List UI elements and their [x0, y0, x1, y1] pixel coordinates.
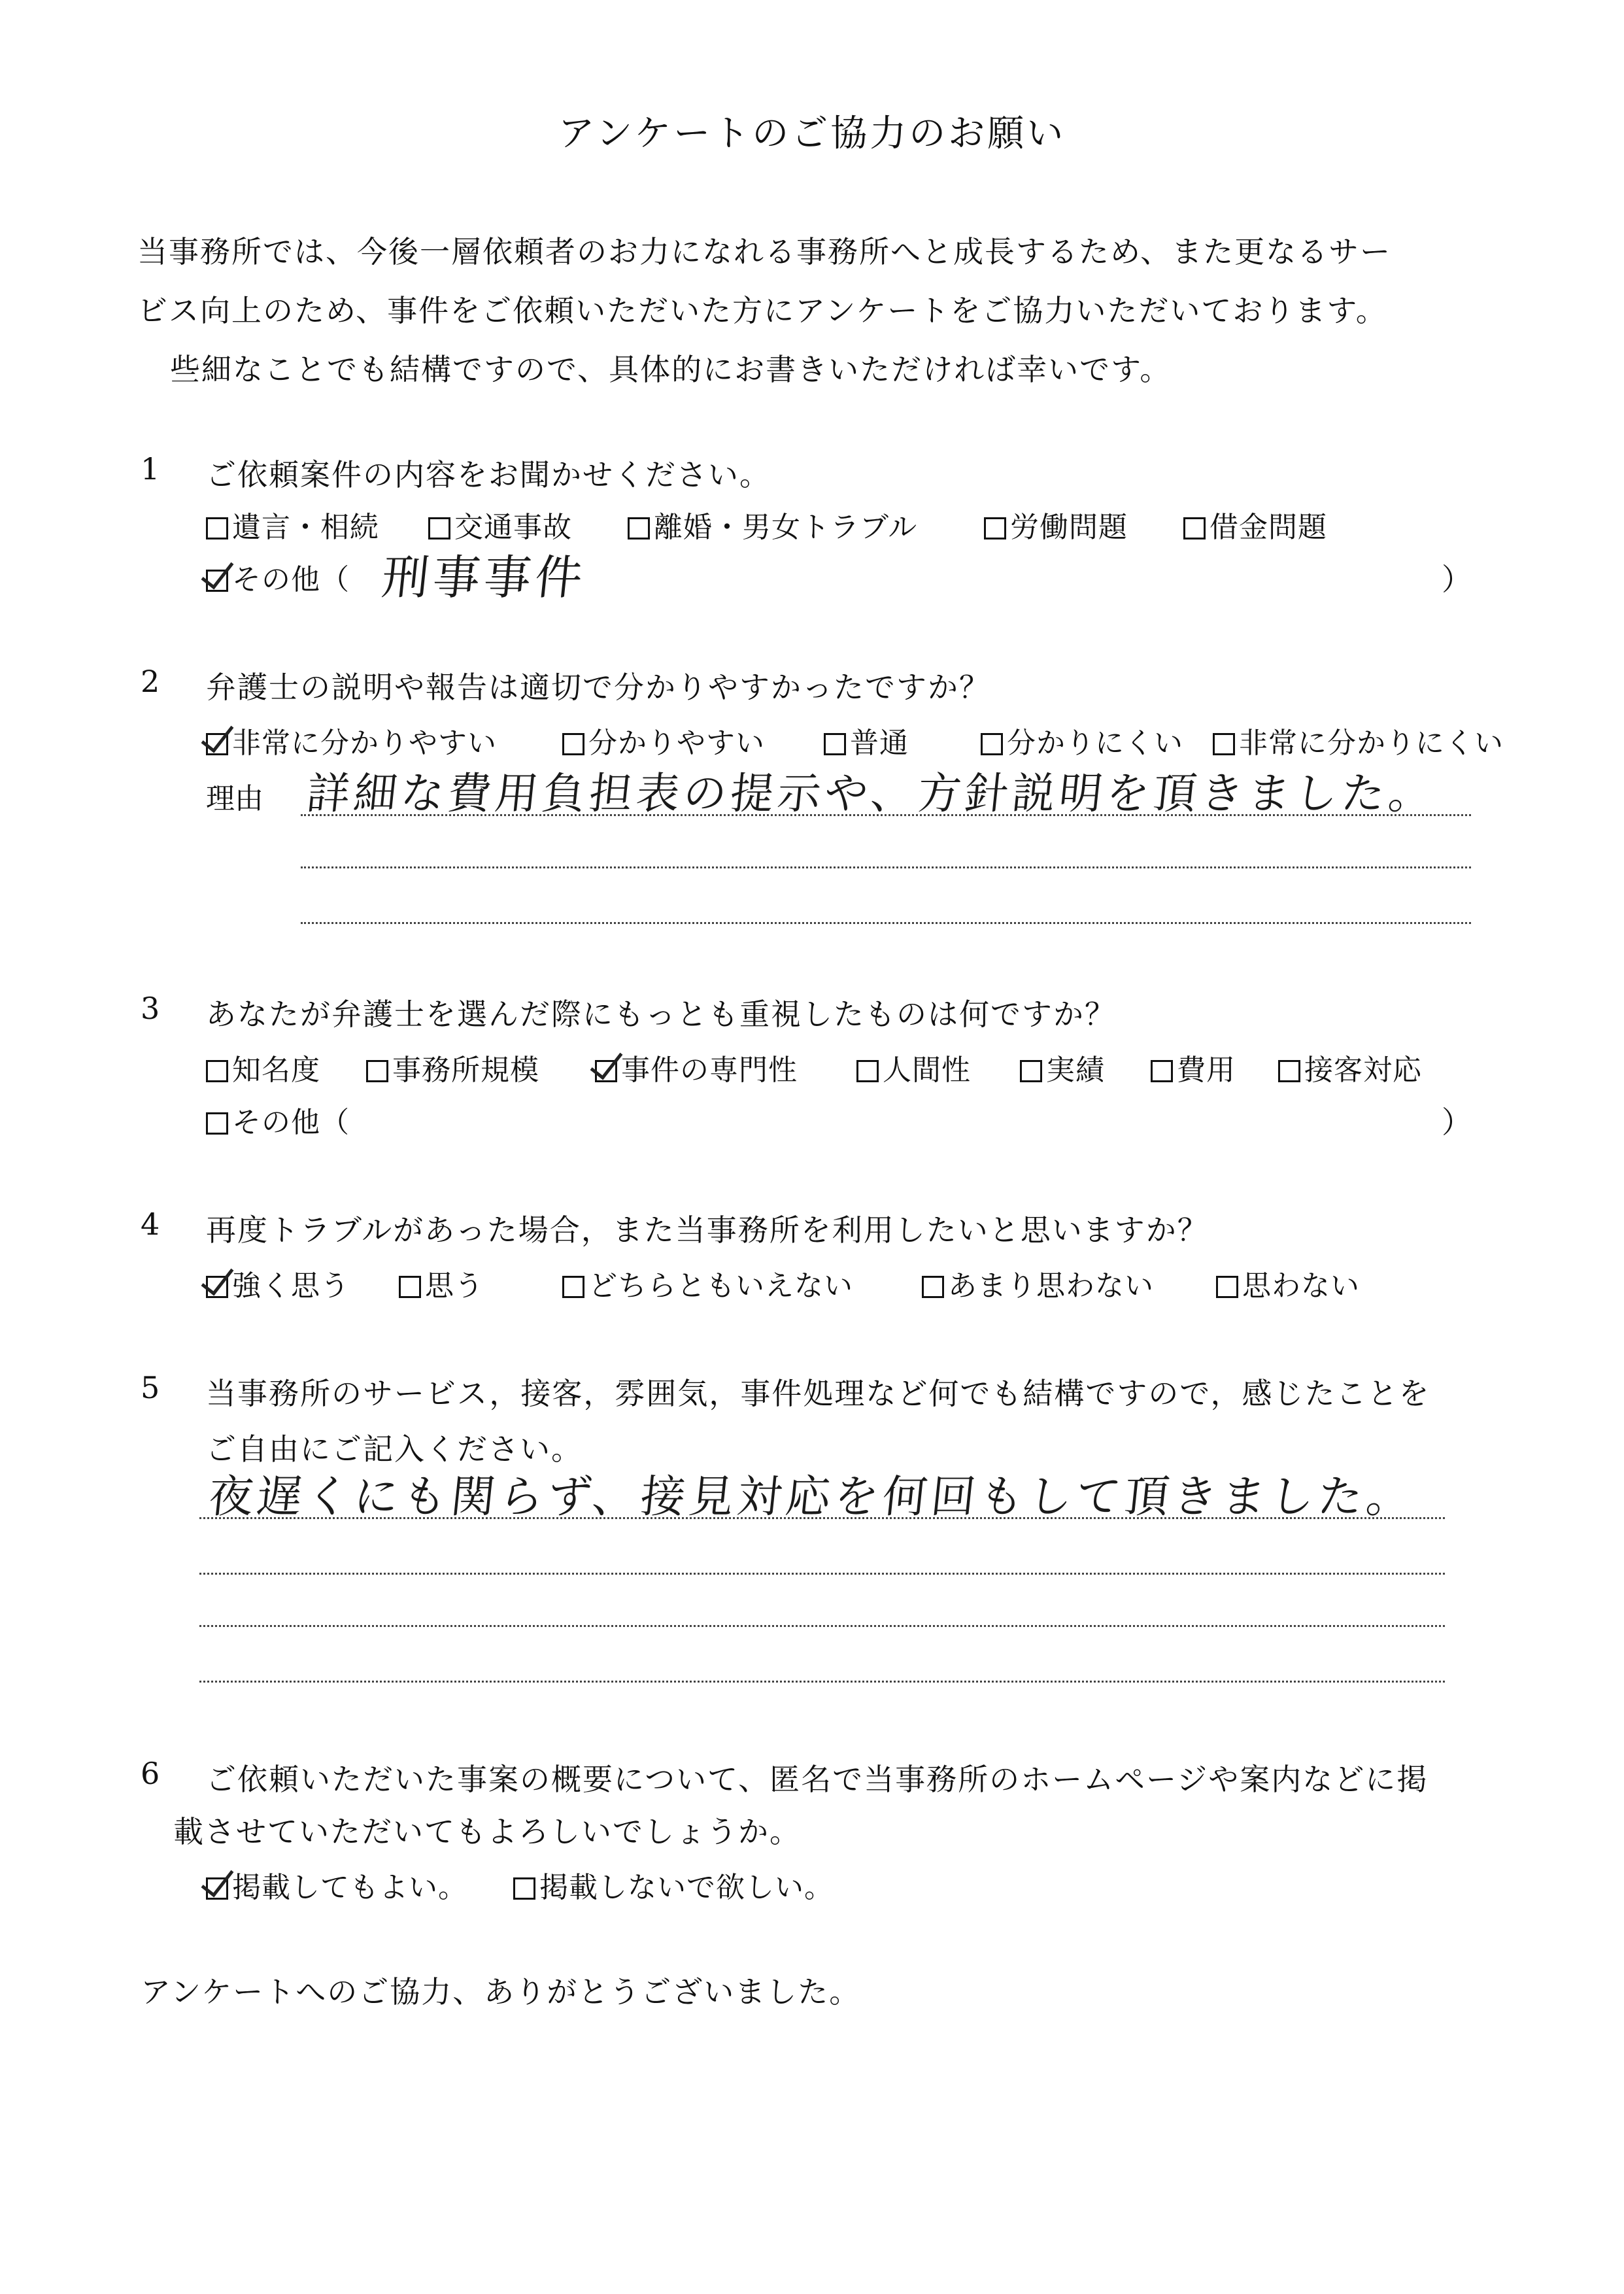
checkbox-checked[interactable]: [206, 570, 228, 592]
answer-line: [199, 1625, 1445, 1627]
answer-line: [199, 1573, 1445, 1575]
intro-line-3: 些細なことでも結構ですので、具体的にお書きいただければ幸いです。: [170, 352, 1172, 387]
q6-option-2[interactable]: 掲載しないで欲しい。: [513, 1864, 834, 1906]
q2-option-5[interactable]: 非常に分かりにくい: [1213, 719, 1504, 761]
q5-question: 当事務所のサービス，接客，雰囲気，事件処理など何でも結構ですので，感じたことを: [206, 1376, 1430, 1411]
answer-line: [301, 922, 1471, 924]
q1-option-1[interactable]: 遺言・相続: [206, 504, 379, 545]
q6-question: ご依頼いただいた事案の概要について、匿名で当事務所のホームページや案内などに掲: [206, 1762, 1429, 1797]
q3-option-7[interactable]: 接客対応: [1278, 1046, 1422, 1088]
q2-option-2[interactable]: 分かりやすい: [562, 719, 765, 761]
q3-option-6[interactable]: 費用: [1151, 1046, 1236, 1088]
q6-option-1[interactable]: 掲載してもよい。: [206, 1864, 467, 1906]
checkbox[interactable]: [1151, 1060, 1173, 1082]
checkbox[interactable]: [513, 1877, 535, 1900]
q5-number: 5: [141, 1370, 160, 1405]
q1-options: [206, 504, 1448, 543]
q5-question-cont: ご自由にご記入ください。: [206, 1431, 583, 1467]
page-title: アンケートのご協力のお願い: [558, 112, 1066, 155]
q4-number: 4: [141, 1207, 160, 1242]
checkbox[interactable]: [206, 517, 228, 539]
q3-option-4[interactable]: 人間性: [856, 1046, 971, 1088]
closing-message: アンケートへのご協力、ありがとうございました。: [141, 1974, 861, 2010]
q4-options: [206, 1262, 1481, 1301]
q6-question-cont: 載させていただいてもよろしいでしょうか。: [173, 1814, 801, 1849]
checkbox[interactable]: [628, 517, 650, 539]
intro-line-2: ビス向上のため、事件をご依頼いただいた方にアンケートをご協力いただいております。: [137, 293, 1387, 328]
checkbox[interactable]: [1183, 517, 1206, 539]
q2-reason-answer: 詳細な費用負担表の提示や、方針説明を頂きました。: [304, 768, 1439, 819]
q5-answer: 夜遅くにも関らず、接見対応を何回もして頂きました。: [206, 1471, 1418, 1523]
checkbox-checked[interactable]: [206, 733, 228, 755]
q3-other-option[interactable]: その他（: [206, 1099, 350, 1140]
q2-option-4[interactable]: 分かりにくい: [981, 719, 1183, 761]
q4-question: 再度トラブルがあった場合，また当事務所を利用したいと思いますか？: [206, 1212, 1209, 1248]
q4-option-1[interactable]: 強く思う: [206, 1262, 350, 1304]
q3-options: [206, 1046, 1481, 1086]
checkbox[interactable]: [366, 1060, 388, 1082]
answer-line: [301, 866, 1471, 868]
checkbox[interactable]: [428, 517, 450, 539]
checkbox[interactable]: [984, 517, 1006, 539]
q4-option-4[interactable]: あまり思わない: [922, 1262, 1154, 1304]
answer-line: [199, 1681, 1445, 1683]
q1-other-answer: 刑事事件: [379, 550, 589, 605]
checkbox[interactable]: [1216, 1276, 1238, 1298]
checkbox-checked[interactable]: [206, 1276, 228, 1298]
checkbox[interactable]: [206, 1112, 228, 1135]
checkbox[interactable]: [206, 1060, 228, 1082]
checkbox[interactable]: [1020, 1060, 1042, 1082]
q3-question: あなたが弁護士を選んだ際にもっとも重視したものは何ですか？: [206, 997, 1116, 1032]
answer-line: [199, 1517, 1445, 1519]
checkbox[interactable]: [856, 1060, 879, 1082]
checkbox[interactable]: [824, 733, 846, 755]
intro-line-1: 当事務所では、今後一層依頼者のお力になれる事務所へと成長するため、また更なるサー: [137, 234, 1392, 269]
q1-question: ご依頼案件の内容をお聞かせください。: [206, 457, 771, 492]
q4-option-2[interactable]: 思う: [399, 1262, 484, 1304]
checkbox-checked[interactable]: [206, 1877, 228, 1900]
q1-number: 1: [141, 451, 160, 487]
q1-option-4[interactable]: 労働問題: [984, 504, 1128, 545]
q2-number: 2: [141, 664, 160, 699]
checkbox[interactable]: [981, 733, 1003, 755]
checkbox[interactable]: [922, 1276, 944, 1298]
q3-option-1[interactable]: 知名度: [206, 1046, 320, 1088]
q3-option-5[interactable]: 実績: [1020, 1046, 1105, 1088]
q1-option-5[interactable]: 借金問題: [1183, 504, 1327, 545]
q4-option-3[interactable]: どちらともいえない: [562, 1262, 853, 1304]
checkbox[interactable]: [1213, 733, 1235, 755]
q1-option-3[interactable]: 離婚・男女トラブル: [628, 504, 917, 545]
q2-options: [206, 719, 1546, 759]
q2-reason-label: 理由: [206, 782, 263, 815]
q6-number: 6: [141, 1756, 160, 1791]
q3-option-3[interactable]: 事件の専門性: [595, 1046, 798, 1088]
checkbox-checked[interactable]: [595, 1060, 617, 1082]
checkbox[interactable]: [562, 733, 584, 755]
q3-close-paren: ）: [1442, 1104, 1472, 1140]
q1-close-paren: ）: [1442, 562, 1472, 597]
q1-option-2[interactable]: 交通事故: [428, 504, 572, 545]
q2-option-1[interactable]: 非常に分かりやすい: [206, 719, 497, 761]
checkbox[interactable]: [1278, 1060, 1300, 1082]
q4-option-5[interactable]: 思わない: [1216, 1262, 1360, 1304]
q3-number: 3: [141, 991, 160, 1026]
q2-question: 弁護士の説明や報告は適切で分かりやすかったですか？: [206, 670, 990, 705]
q1-other-option[interactable]: その他（: [206, 556, 350, 598]
checkbox[interactable]: [399, 1276, 421, 1298]
q3-option-2[interactable]: 事務所規模: [366, 1046, 539, 1088]
q6-options: [206, 1864, 1121, 1903]
answer-line: [301, 814, 1471, 816]
q2-option-3[interactable]: 普通: [824, 719, 909, 761]
checkbox[interactable]: [562, 1276, 584, 1298]
